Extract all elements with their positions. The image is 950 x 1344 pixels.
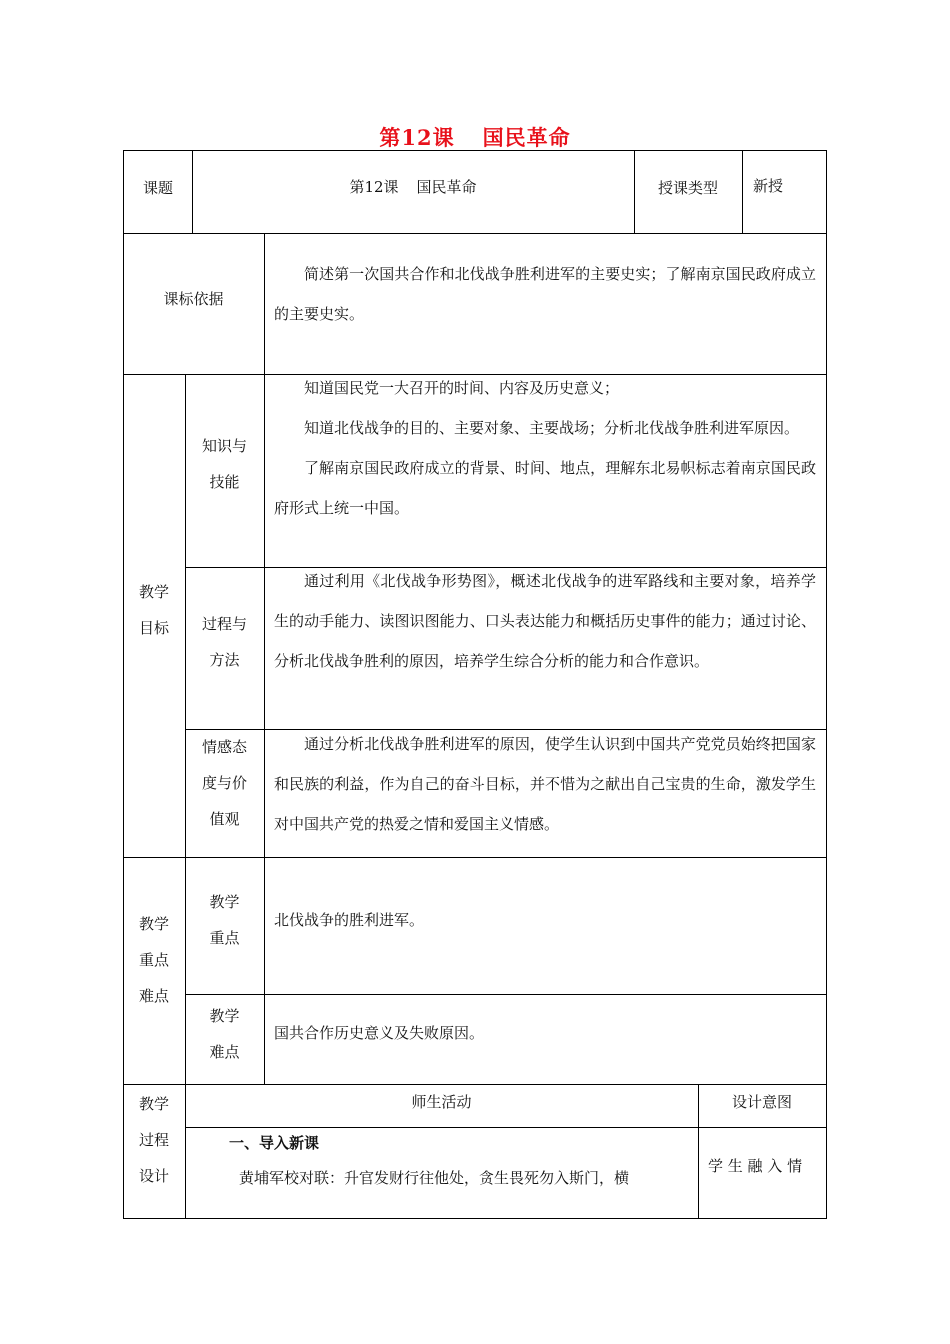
intent-header: 设计意图 — [731, 1093, 792, 1111]
emotion-label-line3: 值观 — [209, 810, 240, 828]
keypoints-label — [123, 906, 185, 1014]
knowledge-label-line2: 技能 — [209, 473, 240, 491]
topic-value-lesson: 第12课 — [349, 178, 399, 196]
basis-label: 课标依据 — [163, 290, 224, 308]
design-label-line1: 教学 — [138, 1095, 169, 1113]
difficulty-label-line2: 难点 — [209, 1043, 240, 1061]
emotion-label-line2: 度与价 — [201, 774, 247, 792]
keypoints-label-line2: 重点 — [138, 951, 169, 969]
row-divider-keypoints — [123, 1084, 827, 1085]
emotion-label — [185, 729, 264, 837]
table-border-left — [123, 150, 124, 1219]
difficulty-label — [185, 998, 264, 1070]
objectives-label-line1: 教学 — [138, 583, 169, 601]
knowledge-paragraph-3: 了解南京国民政府成立的背景、时间、地点，理解东北易帜标志着南京国民政府形式上统一中国。 — [274, 459, 816, 517]
topic-value — [192, 177, 634, 197]
difficulty-text: 国共合作历史意义及失败原因。 — [274, 1024, 485, 1042]
process-paragraph: 通过利用《北伐战争形势图》，概述北伐战争的进军路线和主要对象，培养学生的动手能力、读图识图能力、口头表达能力和概括历史事件的能力；通过讨论、分析北伐战争胜利的原因，培养学生综合分析的能力和合作意识。 — [274, 572, 816, 670]
process-label-line1: 过程与 — [201, 615, 247, 633]
knowledge-paragraph-2: 知道北伐战争的目的、主要对象、主要战场；分析北伐战争胜利进军原因。 — [304, 419, 800, 437]
section-text: 黄埔军校对联：升官发财行往他处，贪生畏死勿入斯门，横 — [239, 1169, 630, 1187]
emotion-text — [274, 724, 816, 844]
objectives-label-line2: 目标 — [138, 619, 169, 637]
keypoints-label-line1: 教学 — [138, 915, 169, 933]
process-label-line2: 方法 — [209, 651, 240, 669]
knowledge-label — [185, 428, 264, 500]
title-lesson: 第12课 — [379, 125, 455, 150]
col-divider-basis — [264, 233, 265, 1085]
design-label-line3: 设计 — [138, 1167, 169, 1185]
design-label — [123, 1086, 185, 1194]
activity-header: 师生活动 — [411, 1093, 472, 1111]
difficulty-label-line1: 教学 — [209, 1007, 240, 1025]
process-label — [185, 606, 264, 678]
process-text — [274, 561, 816, 681]
table-border-right — [826, 150, 827, 1219]
type-label: 授课类型 — [657, 179, 718, 197]
focus-label-line1: 教学 — [209, 893, 240, 911]
objectives-label — [123, 574, 185, 646]
page-title — [0, 122, 950, 152]
focus-label-line2: 重点 — [209, 929, 240, 947]
topic-value-name: 国民革命 — [416, 178, 477, 196]
basis-text — [274, 254, 816, 334]
emotion-label-line1: 情感态 — [201, 738, 247, 756]
table-border-top — [123, 150, 827, 151]
emotion-paragraph: 通过分析北伐战争胜利进军的原因，使学生认识到中国共产党党员始终把国家和民族的利益，作为自己的奋斗目标，并不惜为之献出自己宝贵的生命，激发学生对中国共产党的热爱之情和爱国主义情感。 — [274, 735, 816, 833]
basis-paragraph: 简述第一次国共合作和北伐战争胜利进军的主要史实；了解南京国民政府成立的主要史实。 — [274, 265, 816, 323]
row-divider-topic — [123, 233, 827, 234]
table-border-bottom — [123, 1218, 827, 1219]
row-divider-objectives — [123, 857, 827, 858]
knowledge-paragraph-1: 知道国民党一大召开的时间、内容及历史意义； — [304, 379, 620, 397]
intent-text: 学 生 融 入 情 — [708, 1157, 803, 1175]
row-divider-design-header — [185, 1127, 827, 1128]
focus-label — [185, 884, 264, 956]
focus-text: 北伐战争的胜利进军。 — [274, 911, 425, 929]
row-divider-focus — [185, 994, 827, 995]
knowledge-label-line1: 知识与 — [201, 437, 247, 455]
col-divider-type-value — [742, 150, 743, 234]
topic-label: 课题 — [142, 179, 173, 197]
type-value: 新授 — [753, 177, 784, 195]
design-label-line2: 过程 — [138, 1131, 169, 1149]
title-name: 国民革命 — [482, 125, 571, 150]
keypoints-label-line3: 难点 — [138, 987, 169, 1005]
knowledge-text — [274, 368, 816, 528]
section-heading: 一、导入新课 — [229, 1134, 320, 1152]
